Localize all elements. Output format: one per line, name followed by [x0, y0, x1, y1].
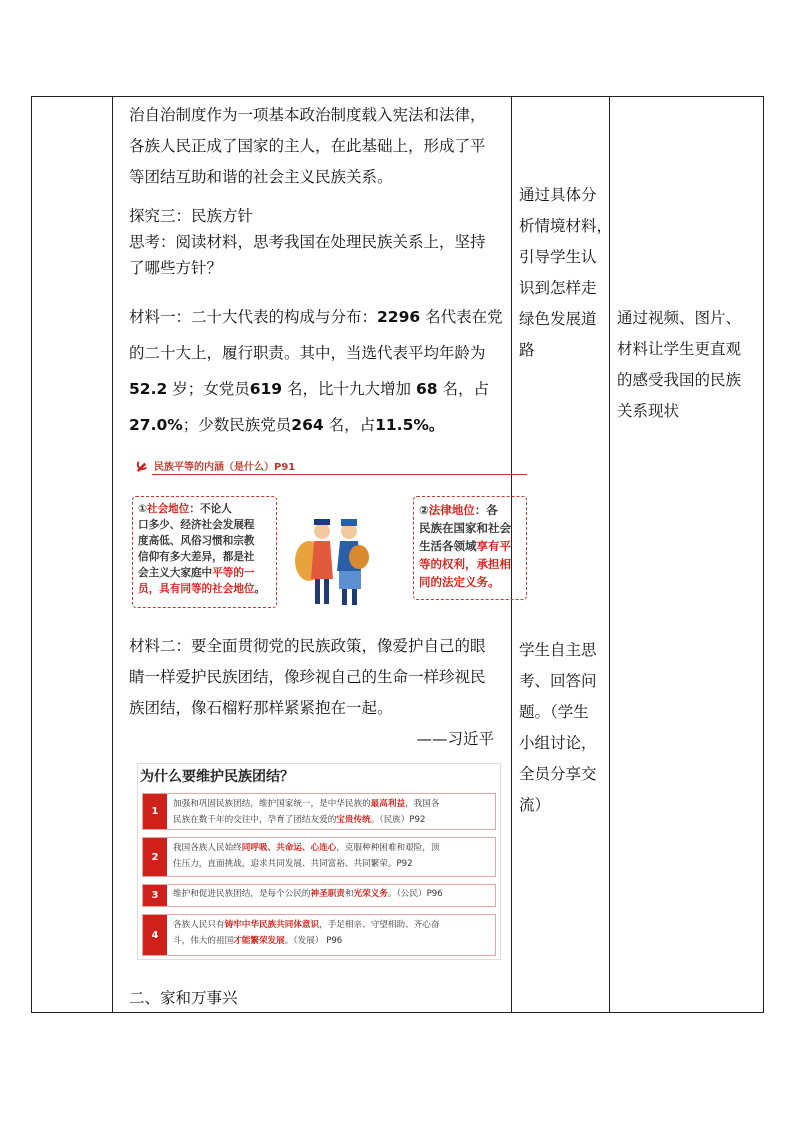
text-line: 通过视频、图片、 — [617, 309, 742, 327]
text-line: 小组讨论， — [519, 734, 597, 752]
inquiry-title: 探究三：民族方针 — [129, 207, 254, 225]
material-two — [129, 631, 509, 755]
reason-number: 4 — [143, 915, 167, 955]
lesson-table — [31, 96, 764, 1013]
text-line: 思考：阅读材料，思考我国在处理民族关系上，坚持 — [129, 233, 486, 251]
design-intent — [617, 303, 757, 427]
slide-title: 为什么要维护民族团结？ — [140, 769, 294, 785]
paragraph-ethnic-autonomy — [129, 100, 509, 193]
reason-text: 维护和促进民族团结，是每个公民的神圣职责和光荣义务。（公民）P96 — [173, 889, 443, 899]
reason-text: 我国各族人民始终同呼吸、共命运、心连心，克服种种困难和艰险，顶 住压力，直面挑战，追求共同发展、共同富裕、共同繁荣。P92 — [173, 843, 440, 869]
text-line: 考、回答问 — [519, 672, 597, 690]
inquiry-block — [129, 203, 509, 281]
text-line: 通过具体分 — [519, 186, 597, 204]
text-line: 引导学生认 — [519, 248, 597, 266]
column-divider — [112, 97, 113, 1012]
text-line: 流） — [519, 796, 551, 814]
text-line: 绿色发展道 — [519, 310, 597, 328]
legal-status-box: ②法律地位：各 民族在国家和社会 生活各领域享有平 等的权利，承担相 同的法定义务。 — [413, 496, 527, 600]
text-line: 全员分享交 — [519, 765, 597, 783]
text-line: 题。（学生 — [519, 703, 589, 721]
text-line: 识到怎样走 — [519, 279, 597, 297]
text-line: 析情境材料， — [519, 217, 613, 235]
student-activity-1 — [519, 180, 611, 366]
text-line: 路 — [519, 341, 535, 359]
text-line: 各族人民正成了国家的主人，在此基础上，形成了平 — [129, 137, 486, 155]
text-line: 的感受我国的民族 — [617, 371, 742, 389]
slide-ethnic-unity — [137, 763, 501, 960]
reason-number: 2 — [143, 838, 167, 876]
text-line: 材料二：要全面贯彻党的民族政策，像爱护自己的眼 — [129, 637, 486, 655]
text-line: 睛一样爱护民族团结，像珍视自己的生命一样珍视民 — [129, 668, 486, 686]
slide-ethnic-equality — [132, 457, 527, 617]
slide-header-text: 民族平等的内涵（是什么）P91 — [154, 462, 296, 473]
text-line: 治自治制度作为一项基本政治制度载入宪法和法律， — [129, 106, 486, 124]
section-heading: 二、家和万事兴 — [129, 989, 238, 1007]
text-line: 材料让学生更直观 — [617, 340, 742, 358]
reason-row — [142, 914, 496, 956]
party-emblem-icon — [135, 459, 148, 472]
reason-number: 1 — [143, 794, 167, 829]
reason-row — [142, 884, 496, 907]
ethnic-figures-illustration — [287, 509, 382, 609]
student-activity-2 — [519, 635, 611, 821]
reason-row — [142, 793, 496, 830]
text-line: 等团结互助和谐的社会主义民族关系。 — [129, 168, 393, 186]
reason-number: 3 — [143, 885, 167, 906]
text-line: 了哪些方针？ — [129, 259, 223, 277]
quote-author: ——习近平 — [416, 730, 494, 748]
text-line: 的二十大上，履行职责。其中，当选代表平均年龄为 — [129, 344, 486, 362]
slide-header — [132, 457, 527, 475]
text-line: 27.0%；少数民族党员264 名，占11.5%。 — [129, 416, 445, 434]
text-line: 族团结，像石榴籽那样紧紧抱在一起。 — [129, 699, 393, 717]
text-line: 关系现状 — [617, 402, 680, 420]
reason-text: 加强和巩固民族团结，维护国家统一，是中华民族的最高利益，我国各 民族在数千年的交往中，孕育了团结友爱的宝贵传统。（民族）P92 — [173, 799, 440, 825]
reason-row — [142, 837, 496, 877]
material-one — [129, 299, 509, 443]
text-line: 学生自主思 — [519, 641, 597, 659]
reason-text: 各族人民只有铸牢中华民族共同体意识，手足相亲、守望相助、齐心奋 斗，伟大的祖国才能繁荣发展。（发展） P96 — [173, 920, 440, 946]
text-line: 52.2 岁；女党员619 名，比十九大增加 68 名，占 — [129, 380, 489, 398]
divider — [152, 474, 527, 475]
social-status-box: ①社会地位：不论人 口多少、经济社会发展程 度高低、风俗习惯和宗教 信仰有多大差异，都是社 会主义大家庭中平等的一 员，具有同等的社会地位。 — [132, 496, 277, 608]
text-line: 材料一：二十大代表的构成与分布：2296 名代表在党 — [129, 308, 503, 326]
